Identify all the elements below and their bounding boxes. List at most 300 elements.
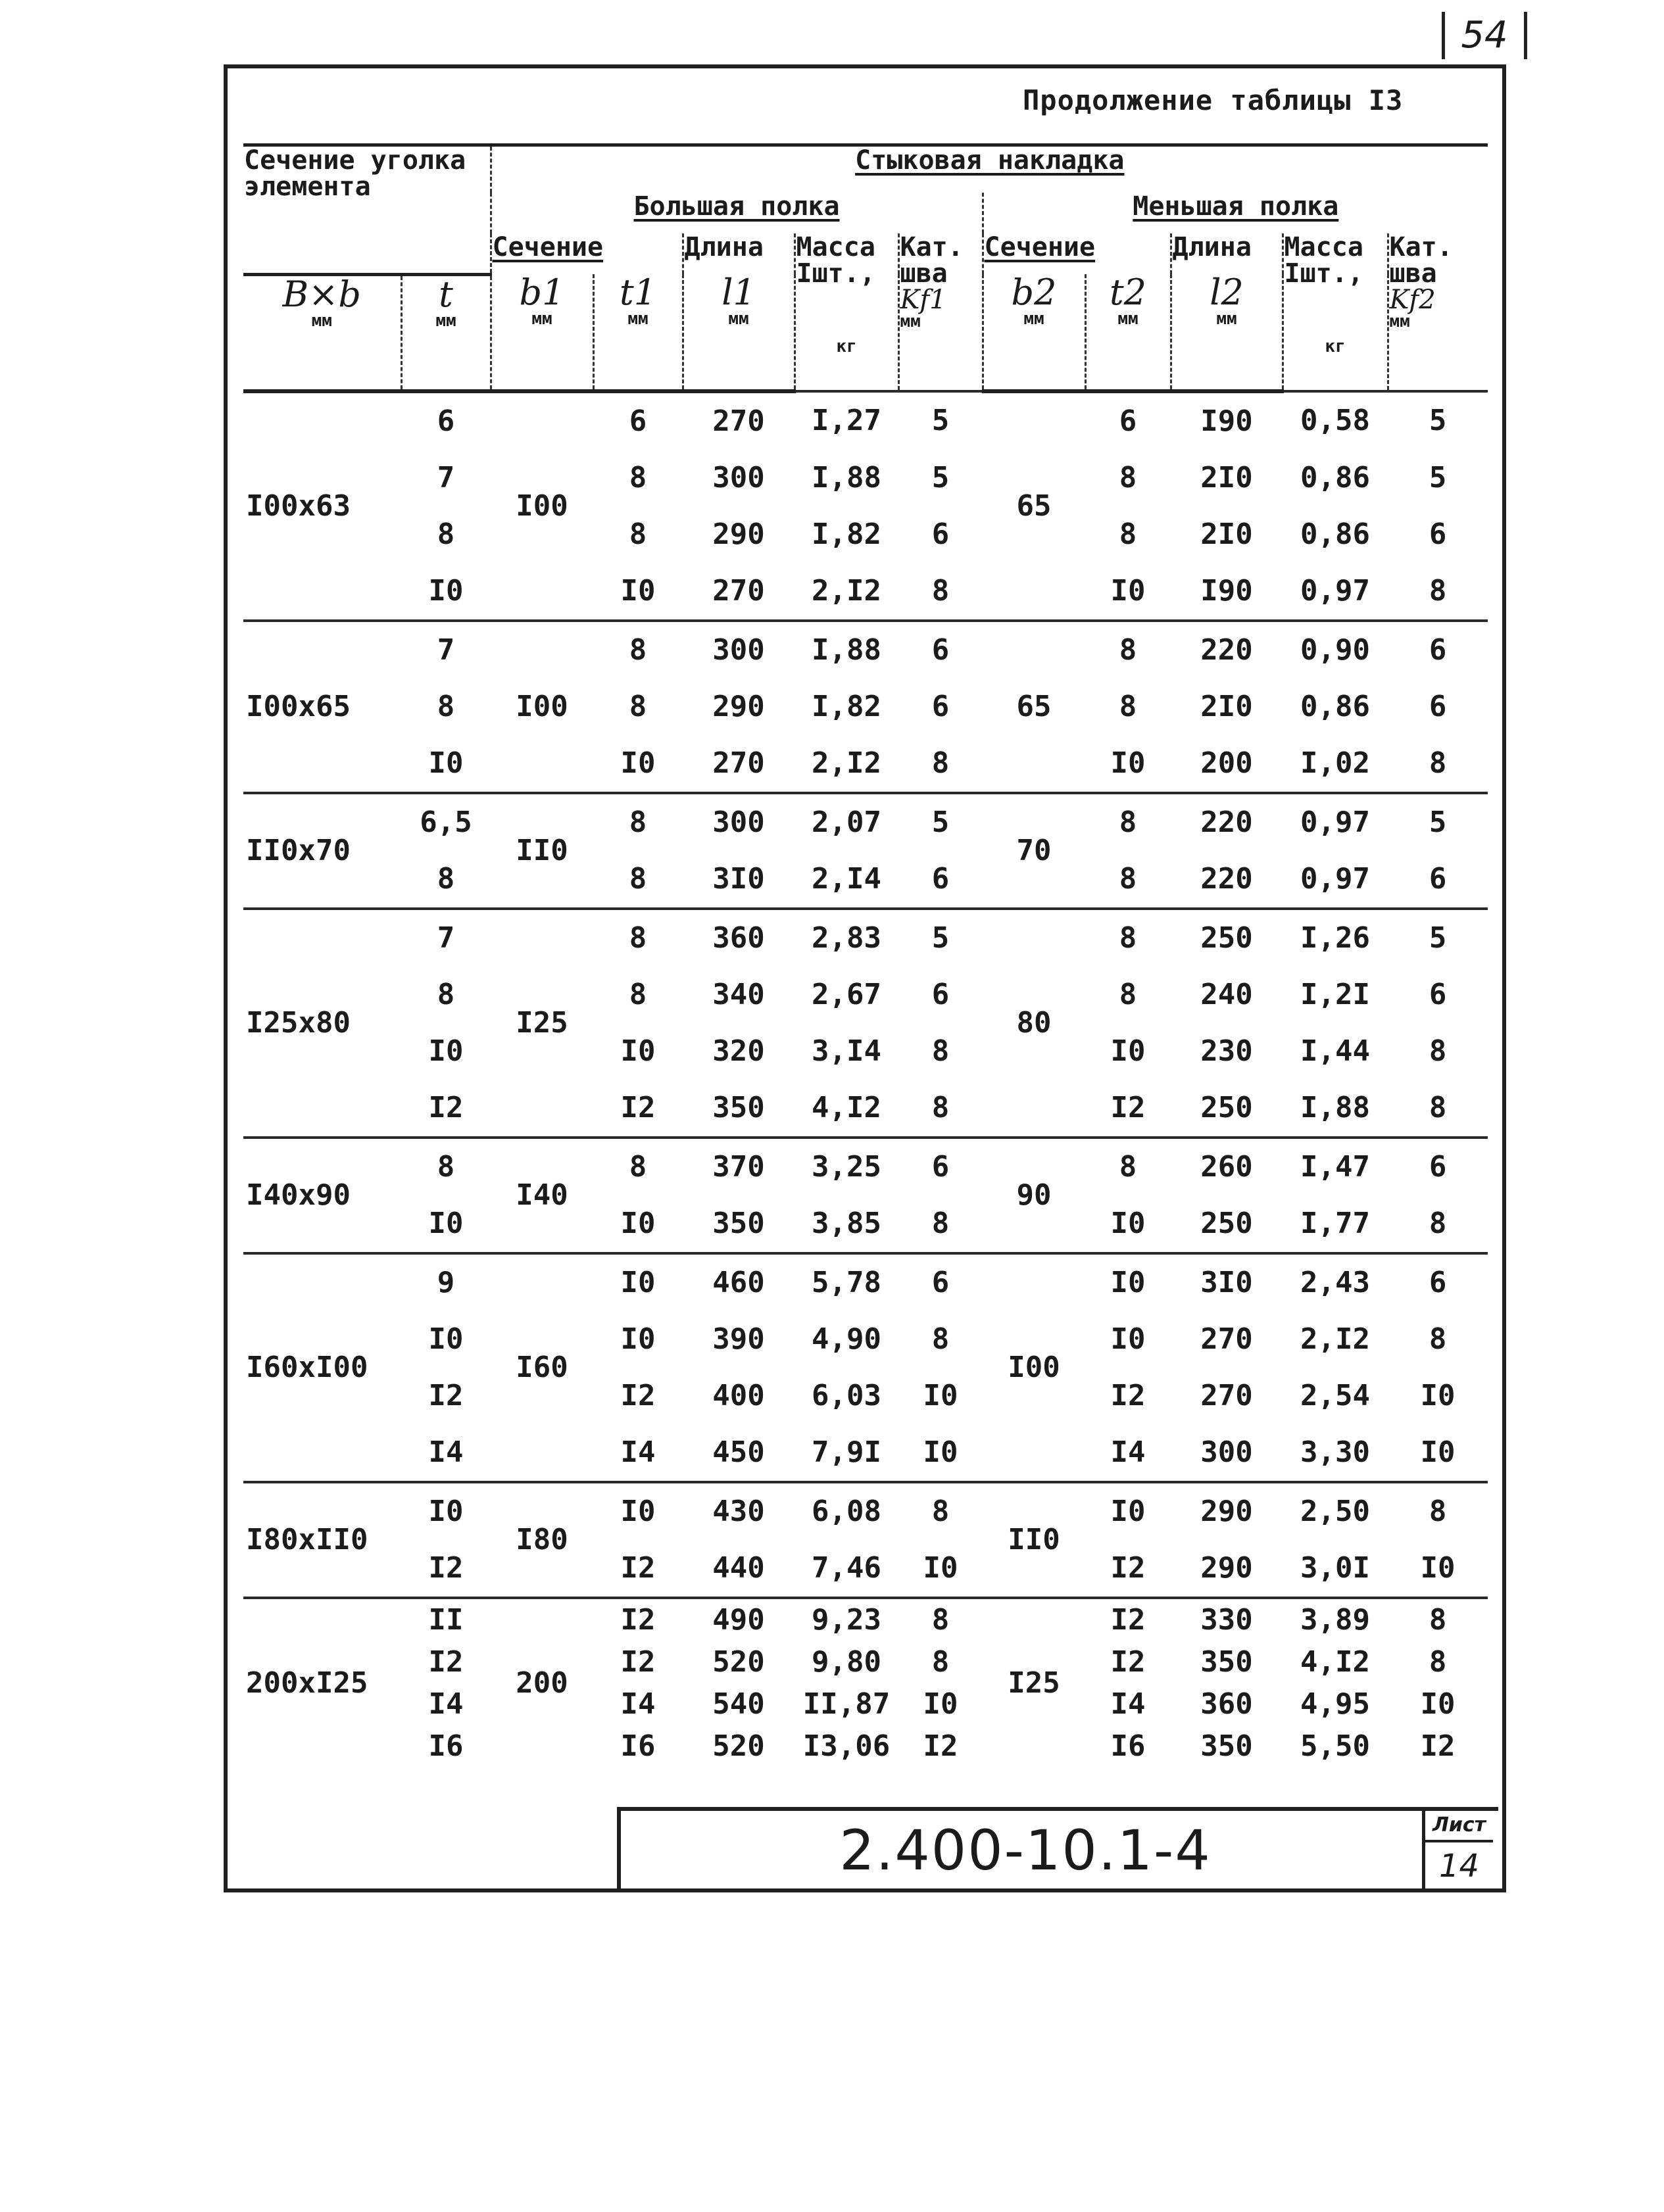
cell-mass1: 2,83 xyxy=(795,909,898,967)
cell-kf2: I0 xyxy=(1420,1551,1456,1585)
table-row xyxy=(243,450,1488,506)
cell-b1: I80 xyxy=(491,1482,593,1598)
cell-section: I40x90 xyxy=(243,1138,401,1253)
cell-mass1: 2,I2 xyxy=(812,573,881,608)
cell-kf2: 6 xyxy=(1388,621,1488,679)
cell-l1: 270 xyxy=(712,573,765,608)
cell-l1: 320 xyxy=(712,1034,765,1068)
cell-b2: 65 xyxy=(983,621,1085,793)
cell-t: 7 xyxy=(401,621,491,679)
table-row xyxy=(243,735,1488,793)
cell-l1: 340 xyxy=(712,977,765,1011)
cell-t: I0 xyxy=(428,1034,464,1068)
table-row xyxy=(243,391,1488,450)
cell-t1: 8 xyxy=(593,909,683,967)
cell-mass1: 2,I4 xyxy=(812,861,881,896)
title-block xyxy=(617,1807,1498,1890)
header-small-kf2-unit: мм xyxy=(1389,312,1410,331)
cell-l1: 300 xyxy=(683,621,795,679)
table-row xyxy=(243,679,1488,735)
cell-l2: 220 xyxy=(1200,861,1253,896)
cell-t2: I0 xyxy=(1110,746,1146,780)
cell-mass2: 2,54 xyxy=(1300,1378,1370,1412)
cell-mass2: I,44 xyxy=(1300,1034,1370,1068)
cell-t1: I4 xyxy=(620,1687,656,1721)
cell-kf2: 8 xyxy=(1429,1206,1447,1240)
cell-mass2: I,26 xyxy=(1283,909,1388,967)
cell-mass1: 4,I2 xyxy=(812,1090,881,1124)
cell-t2: I0 xyxy=(1110,1206,1146,1240)
table-row xyxy=(243,1023,1488,1080)
cell-t2: I2 xyxy=(1110,1551,1146,1585)
cell-l1: 350 xyxy=(712,1206,765,1240)
cell-t2: I2 xyxy=(1110,1090,1146,1124)
cell-t2: I0 xyxy=(1085,1482,1171,1540)
header-small-sechenie: Сечение xyxy=(984,232,1096,262)
cell-l2: 350 xyxy=(1200,1645,1253,1679)
header-big-sechenie: Сечение xyxy=(492,232,604,262)
cell-b1: 200 xyxy=(491,1598,593,1767)
header-sym-t2: t2 xyxy=(1109,272,1147,313)
cell-mass1: II,87 xyxy=(802,1687,891,1721)
cell-t1: 8 xyxy=(629,977,647,1011)
cell-kf1: 8 xyxy=(931,746,950,780)
table-row xyxy=(243,1195,1488,1253)
cell-mass2: 3,30 xyxy=(1300,1435,1370,1469)
cell-kf2: 6 xyxy=(1429,517,1447,551)
cell-kf1: 6 xyxy=(931,689,950,723)
cell-b1: I00 xyxy=(491,621,593,793)
cell-section: 200xI25 xyxy=(243,1598,401,1767)
cell-b2: I00 xyxy=(983,1253,1085,1482)
cell-mass1: 3,I4 xyxy=(812,1034,881,1068)
cell-section: I00x63 xyxy=(243,391,401,621)
cell-t1: 8 xyxy=(629,689,647,723)
cell-mass1: 2,07 xyxy=(795,793,898,851)
cell-l2: I90 xyxy=(1171,391,1283,450)
cell-l1: 520 xyxy=(712,1729,765,1763)
cell-l1: 490 xyxy=(683,1598,795,1641)
cell-l2: 250 xyxy=(1171,909,1283,967)
table-row xyxy=(243,967,1488,1023)
cell-l1: 360 xyxy=(683,909,795,967)
cell-t2: 8 xyxy=(1085,621,1171,679)
cell-mass2: I,2I xyxy=(1300,977,1370,1011)
cell-l2: 200 xyxy=(1200,746,1253,780)
cell-t: 7 xyxy=(437,460,455,494)
cell-l1: 270 xyxy=(683,391,795,450)
cell-mass1: 6,08 xyxy=(795,1482,898,1540)
cell-l2: 290 xyxy=(1200,1551,1253,1585)
cell-kf1: I0 xyxy=(923,1378,958,1412)
cell-kf1: 8 xyxy=(931,1034,950,1068)
cell-b1: I40 xyxy=(491,1138,593,1253)
header-sym-l2: l2 xyxy=(1210,272,1244,313)
cell-t1: I2 xyxy=(620,1551,656,1585)
table-row xyxy=(243,563,1488,621)
cell-kf1: 8 xyxy=(931,573,950,608)
cell-mass1: 2,67 xyxy=(812,977,881,1011)
cell-t2: I6 xyxy=(1110,1729,1146,1763)
sheet-box xyxy=(1422,1811,1493,1890)
cell-t1: I6 xyxy=(620,1729,656,1763)
cell-t: I0 xyxy=(428,573,464,608)
cell-mass1: I,27 xyxy=(795,391,898,450)
cell-l2: 330 xyxy=(1171,1598,1283,1641)
cell-mass1: 2,I2 xyxy=(812,746,881,780)
cell-t2: 8 xyxy=(1119,689,1137,723)
cell-t: 6 xyxy=(401,391,491,450)
cell-t1: I2 xyxy=(620,1090,656,1124)
header-sym-B-b: B×b xyxy=(282,273,361,315)
cell-kf1: 6 xyxy=(931,861,950,896)
header-big-kf1: Kf1 xyxy=(900,285,946,315)
header-sym-t: t xyxy=(439,273,453,315)
cell-kf2: 8 xyxy=(1429,1645,1447,1679)
cell-section: I60xI00 xyxy=(243,1253,401,1482)
cell-l2: 360 xyxy=(1200,1687,1253,1721)
cell-section: I25x80 xyxy=(243,909,401,1138)
cell-mass1: I3,06 xyxy=(802,1729,891,1763)
cell-mass2: 0,86 xyxy=(1300,689,1370,723)
cell-t: II xyxy=(401,1598,491,1641)
header-section-label: Сечение уголка элемента xyxy=(243,145,491,275)
cell-l2: I90 xyxy=(1200,573,1253,608)
table-row xyxy=(243,1641,1488,1683)
cell-t1: I0 xyxy=(620,746,656,780)
header-unit-6: мм xyxy=(1023,309,1044,329)
header-unit-2: мм xyxy=(435,310,456,331)
cell-mass1: 9,23 xyxy=(795,1598,898,1641)
cell-t1: I0 xyxy=(593,1253,683,1311)
cell-kf2: 8 xyxy=(1388,1598,1488,1641)
cell-kf2: 8 xyxy=(1388,1482,1488,1540)
cell-l2: 3I0 xyxy=(1171,1253,1283,1311)
cell-l1: 370 xyxy=(683,1138,795,1195)
cell-t2: I0 xyxy=(1110,1034,1146,1068)
cell-t1: I0 xyxy=(620,1206,656,1240)
cell-t: I0 xyxy=(428,746,464,780)
table-row xyxy=(243,909,1488,967)
cell-l2: 350 xyxy=(1200,1729,1253,1763)
cell-t2: I0 xyxy=(1085,1253,1171,1311)
cell-t: 8 xyxy=(437,977,455,1011)
table-row xyxy=(243,1598,1488,1641)
cell-t2: 8 xyxy=(1119,861,1137,896)
cell-t1: 8 xyxy=(629,517,647,551)
cell-l1: 440 xyxy=(712,1551,765,1585)
cell-t: I2 xyxy=(428,1551,464,1585)
cell-t: 6,5 xyxy=(401,793,491,851)
cell-b1: I60 xyxy=(491,1253,593,1482)
header-sym-l1: l1 xyxy=(722,272,756,313)
cell-mass2: 4,I2 xyxy=(1300,1645,1370,1679)
cell-mass2: 2,43 xyxy=(1283,1253,1388,1311)
cell-l2: 220 xyxy=(1171,793,1283,851)
sheet-number: 14 xyxy=(1438,1848,1480,1885)
cell-kf1: 6 xyxy=(898,1253,983,1311)
cell-mass1: I,88 xyxy=(795,621,898,679)
cell-b2: II0 xyxy=(983,1482,1085,1598)
cell-t: I2 xyxy=(428,1378,464,1412)
cell-t2: 8 xyxy=(1085,793,1171,851)
header-big-massa-unit: кг xyxy=(836,337,857,356)
table-row xyxy=(243,1725,1488,1767)
cell-l2: 250 xyxy=(1200,1206,1253,1240)
cell-l2: 2I0 xyxy=(1200,460,1253,494)
cell-l1: 400 xyxy=(712,1378,765,1412)
cell-t: I0 xyxy=(428,1322,464,1356)
cell-l1: 430 xyxy=(683,1482,795,1540)
cell-kf2: 6 xyxy=(1388,1253,1488,1311)
header-small-massa: Масса Iшт., xyxy=(1284,232,1363,289)
cell-l1: 3I0 xyxy=(712,861,765,896)
cell-kf1: 5 xyxy=(898,391,983,450)
header-unit-7: мм xyxy=(1117,309,1138,329)
cell-t: I6 xyxy=(428,1729,464,1763)
cell-t: I4 xyxy=(428,1435,464,1469)
cell-kf2: I0 xyxy=(1420,1435,1456,1469)
cell-t1: I2 xyxy=(620,1378,656,1412)
cell-kf2: I2 xyxy=(1420,1729,1456,1763)
header-small-dlina: Длина xyxy=(1171,233,1283,274)
cell-mass1: I,82 xyxy=(812,517,881,551)
table-row xyxy=(243,621,1488,679)
cell-kf2: I0 xyxy=(1420,1687,1456,1721)
header-unit-1: мм xyxy=(311,310,332,331)
cell-mass1: I,88 xyxy=(812,460,881,494)
cell-kf1: 6 xyxy=(898,1138,983,1195)
cell-b2: 65 xyxy=(983,391,1085,621)
cell-l2: 270 xyxy=(1200,1322,1253,1356)
cell-t2: I2 xyxy=(1085,1598,1171,1641)
cell-t: I2 xyxy=(428,1090,464,1124)
cell-t: I2 xyxy=(428,1645,464,1679)
cell-t: 9 xyxy=(401,1253,491,1311)
cell-t1: I0 xyxy=(593,1482,683,1540)
header-small-kf2: Kf2 xyxy=(1389,285,1436,315)
header-sym-b1: b1 xyxy=(519,272,565,313)
cell-kf1: 6 xyxy=(931,977,950,1011)
cell-t1: I2 xyxy=(620,1645,656,1679)
table-row xyxy=(243,793,1488,851)
cell-b1: I00 xyxy=(491,391,593,621)
cell-t2: 8 xyxy=(1085,909,1171,967)
cell-kf2: 6 xyxy=(1388,1138,1488,1195)
table-row xyxy=(243,1080,1488,1138)
table-header xyxy=(243,145,1488,391)
cell-kf2: 5 xyxy=(1429,460,1447,494)
cell-kf2: 5 xyxy=(1388,391,1488,450)
table-row xyxy=(243,506,1488,563)
cell-section: I80xII0 xyxy=(243,1482,401,1598)
document-code: 2.400-10.1-4 xyxy=(839,1818,1211,1883)
header-unit-4: мм xyxy=(627,309,648,329)
cell-t1: I0 xyxy=(620,573,656,608)
header-sym-t1: t1 xyxy=(619,272,657,313)
cell-kf2: 5 xyxy=(1388,909,1488,967)
cell-t2: I4 xyxy=(1110,1435,1146,1469)
cell-l2: 230 xyxy=(1200,1034,1253,1068)
cell-t2: 8 xyxy=(1119,517,1137,551)
cell-l2: 270 xyxy=(1200,1378,1253,1412)
table-row xyxy=(243,1368,1488,1424)
cell-mass2: 0,97 xyxy=(1283,793,1388,851)
cell-l1: 540 xyxy=(712,1687,765,1721)
cell-mass2: I,88 xyxy=(1300,1090,1370,1124)
cell-t2: 8 xyxy=(1085,1138,1171,1195)
table-row xyxy=(243,1683,1488,1725)
cell-t1: 8 xyxy=(629,861,647,896)
cell-t1: 8 xyxy=(629,460,647,494)
cell-mass1: 5,78 xyxy=(795,1253,898,1311)
cell-mass2: 3,89 xyxy=(1283,1598,1388,1641)
cell-mass1: 6,03 xyxy=(812,1378,881,1412)
cell-kf2: 6 xyxy=(1429,977,1447,1011)
cell-t1: I0 xyxy=(620,1322,656,1356)
cell-t1: 8 xyxy=(593,793,683,851)
cell-b1: II0 xyxy=(491,793,593,909)
cell-t2: 8 xyxy=(1119,460,1137,494)
cell-kf1: 6 xyxy=(931,517,950,551)
cell-l1: 300 xyxy=(683,793,795,851)
cell-l2: 260 xyxy=(1171,1138,1283,1195)
cell-l1: 520 xyxy=(712,1645,765,1679)
cell-l2: 2I0 xyxy=(1200,689,1253,723)
cell-b2: I25 xyxy=(983,1598,1085,1767)
table-row xyxy=(243,1311,1488,1368)
cell-kf2: 8 xyxy=(1429,1034,1447,1068)
header-small-kat: Кат. шва xyxy=(1389,232,1453,289)
cell-mass2: I,47 xyxy=(1283,1138,1388,1195)
cell-kf1: 8 xyxy=(931,1322,950,1356)
cell-mass2: 0,58 xyxy=(1283,391,1388,450)
cell-mass2: I,77 xyxy=(1300,1206,1370,1240)
cell-mass2: 0,97 xyxy=(1300,861,1370,896)
cell-section: I00x65 xyxy=(243,621,401,793)
header-big-kf1-unit: мм xyxy=(900,312,921,331)
cell-mass2: 5,50 xyxy=(1300,1729,1370,1763)
cell-kf2: 8 xyxy=(1429,746,1447,780)
table-row xyxy=(243,1540,1488,1598)
cell-kf1: 5 xyxy=(931,460,950,494)
header-big-dlina: Длина xyxy=(683,233,795,274)
cell-mass1: 9,80 xyxy=(812,1645,881,1679)
cell-kf1: 8 xyxy=(931,1090,950,1124)
cell-mass2: I,02 xyxy=(1300,746,1370,780)
cell-kf2: 6 xyxy=(1429,689,1447,723)
cell-section: II0x70 xyxy=(243,793,401,909)
cell-l1: 290 xyxy=(712,689,765,723)
cell-mass1: 3,25 xyxy=(795,1138,898,1195)
table-caption: Продолжение таблицы I3 xyxy=(1023,84,1404,116)
cell-kf1: 8 xyxy=(898,1598,983,1641)
cell-kf2: 6 xyxy=(1429,861,1447,896)
page-number: 54 xyxy=(1442,12,1527,59)
cell-b2: 70 xyxy=(983,793,1085,909)
table-row xyxy=(243,1253,1488,1311)
cell-kf1: 5 xyxy=(898,909,983,967)
header-unit-5: мм xyxy=(728,309,749,329)
cell-t1: 8 xyxy=(593,1138,683,1195)
cell-mass2: 2,50 xyxy=(1283,1482,1388,1540)
header-small-massa-unit: кг xyxy=(1325,337,1346,356)
header-small-leg: Меньшая полка xyxy=(1133,191,1339,222)
cell-l1: 460 xyxy=(683,1253,795,1311)
cell-t1: I4 xyxy=(620,1435,656,1469)
cell-t: 8 xyxy=(437,861,455,896)
cell-mass1: 7,46 xyxy=(812,1551,881,1585)
cell-t: 8 xyxy=(401,1138,491,1195)
cell-mass2: 0,97 xyxy=(1300,573,1370,608)
cell-mass2: 0,90 xyxy=(1283,621,1388,679)
cell-kf2: 5 xyxy=(1388,793,1488,851)
cell-t2: 8 xyxy=(1119,977,1137,1011)
cell-l2: 290 xyxy=(1171,1482,1283,1540)
cell-kf1: I2 xyxy=(923,1729,958,1763)
header-big-massa: Масса Iшт., xyxy=(796,232,875,289)
cell-l2: 220 xyxy=(1171,621,1283,679)
header-big-leg: Большая полка xyxy=(633,191,840,222)
header-unit-8: мм xyxy=(1216,309,1237,329)
table-body xyxy=(243,391,1488,1767)
cell-t2: I2 xyxy=(1110,1378,1146,1412)
cell-t2: I2 xyxy=(1110,1645,1146,1679)
cell-t1: I2 xyxy=(593,1598,683,1641)
cell-mass1: I,82 xyxy=(812,689,881,723)
cell-l2: 2I0 xyxy=(1200,517,1253,551)
cell-l1: 290 xyxy=(712,517,765,551)
cell-mass1: 3,85 xyxy=(812,1206,881,1240)
cell-l1: 390 xyxy=(712,1322,765,1356)
cell-l2: 240 xyxy=(1200,977,1253,1011)
cell-t2: I0 xyxy=(1110,1322,1146,1356)
cell-t1: I0 xyxy=(620,1034,656,1068)
cell-l1: 350 xyxy=(712,1090,765,1124)
cell-kf2: 8 xyxy=(1429,1090,1447,1124)
cell-t2: I4 xyxy=(1110,1687,1146,1721)
cell-kf1: 6 xyxy=(898,621,983,679)
header-big-kat: Кат. шва xyxy=(900,232,964,289)
cell-t: 8 xyxy=(437,517,455,551)
cell-t2: 6 xyxy=(1085,391,1171,450)
table-row xyxy=(243,1424,1488,1482)
cell-l1: 270 xyxy=(712,746,765,780)
cell-kf1: 8 xyxy=(898,1482,983,1540)
cell-t1: 6 xyxy=(593,391,683,450)
cell-l2: 300 xyxy=(1200,1435,1253,1469)
table-row xyxy=(243,1138,1488,1195)
cell-t: I0 xyxy=(428,1206,464,1240)
header-joint-plate: Стыковая накладка xyxy=(855,145,1125,176)
cell-kf2: 8 xyxy=(1429,573,1447,608)
cell-kf2: I0 xyxy=(1420,1378,1456,1412)
cell-mass2: 2,I2 xyxy=(1300,1322,1370,1356)
cell-mass2: 0,86 xyxy=(1300,517,1370,551)
cell-b1: I25 xyxy=(491,909,593,1138)
header-sym-b2: b2 xyxy=(1011,272,1057,313)
cell-l1: 300 xyxy=(712,460,765,494)
angle-joint-table xyxy=(243,143,1488,1767)
cell-kf1: I0 xyxy=(923,1551,958,1585)
cell-mass1: 7,9I xyxy=(812,1435,881,1469)
cell-l1: 450 xyxy=(712,1435,765,1469)
table-row xyxy=(243,851,1488,909)
cell-kf1: 5 xyxy=(898,793,983,851)
cell-kf2: 8 xyxy=(1429,1322,1447,1356)
cell-kf1: 8 xyxy=(931,1206,950,1240)
header-unit-3: мм xyxy=(531,309,552,329)
